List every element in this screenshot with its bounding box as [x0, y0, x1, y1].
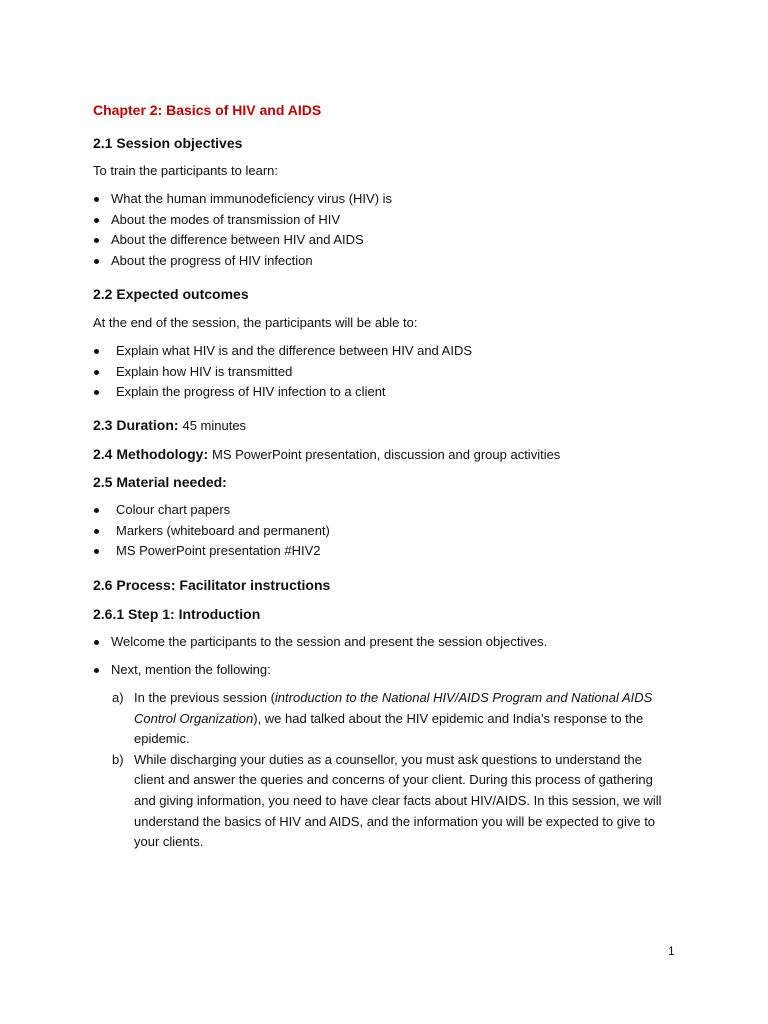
- list-item: Explain what HIV is and the difference between HIV and AIDS: [116, 341, 472, 362]
- sublist-item-b: b) While discharging your duties as a counsellor, you must ask questions to understand the client and answer the queries and concerns of your client. During this process of gathering and giving information, you need to have clear facts about HIV/AIDS. In this session, we will understand the basics of HIV and AIDS, and the information you will be expected to give to your clients.: [112, 751, 662, 850]
- italic-text: introduction to the National HIV/AIDS Program and National AIDS Control Organization: [134, 690, 653, 726]
- list-item: About the difference between HIV and AIDS: [111, 230, 392, 251]
- section-2-2-intro: At the end of the session, the participants will be able to:: [93, 315, 418, 330]
- material-heading: 2.5 Material needed:: [93, 474, 227, 490]
- list-item: Explain how HIV is transmitted: [116, 362, 472, 383]
- objectives-list: [111, 189, 392, 271]
- list-item: About the progress of HIV infection: [111, 251, 392, 272]
- section-2-1-intro: To train the participants to learn:: [93, 163, 278, 178]
- duration-label: 2.3 Duration:: [93, 417, 179, 433]
- list-item: About the modes of transmission of HIV: [111, 210, 392, 231]
- step-1-sublist: [112, 688, 674, 853]
- list-item: Welcome the participants to the session and present the session objectives.: [111, 632, 547, 660]
- step-1-heading: 2.6.1 Step 1: Introduction: [93, 606, 261, 622]
- duration-line: [93, 417, 246, 433]
- section-2-1-heading: 2.1 Session objectives: [93, 135, 243, 151]
- list-item: Colour chart papers: [116, 500, 330, 521]
- methodology-line: [93, 446, 560, 462]
- step-1-list: [111, 632, 547, 681]
- page-number: 1: [668, 944, 675, 958]
- materials-list: [116, 500, 330, 562]
- list-item: Markers (whiteboard and permanent): [116, 521, 330, 542]
- methodology-label: 2.4 Methodology:: [93, 446, 209, 462]
- section-2-6-heading: 2.6 Process: Facilitator instructions: [93, 577, 331, 593]
- sublist-item-a: a) In the previous session (introduction to the National HIV/AIDS Program and National AIDS Control Organization), we had talked about the HIV epidemic and India’s response to the epidemic.: [112, 690, 653, 747]
- list-item: MS PowerPoint presentation #HIV2: [116, 541, 330, 562]
- sublist-marker: b): [112, 751, 124, 767]
- duration-value: 45 minutes: [182, 418, 247, 433]
- list-item: Next, mention the following:: [111, 660, 547, 681]
- methodology-value: MS PowerPoint presentation, discussion and group activities: [212, 447, 561, 462]
- list-item: Explain the progress of HIV infection to a client: [116, 382, 472, 403]
- sublist-marker: a): [112, 690, 124, 705]
- section-2-2-heading: 2.2 Expected outcomes: [93, 286, 249, 302]
- chapter-title: Chapter 2: Basics of HIV and AIDS: [93, 102, 322, 118]
- outcomes-list: [116, 341, 472, 403]
- list-item: What the human immunodeficiency virus (HIV) is: [111, 189, 392, 210]
